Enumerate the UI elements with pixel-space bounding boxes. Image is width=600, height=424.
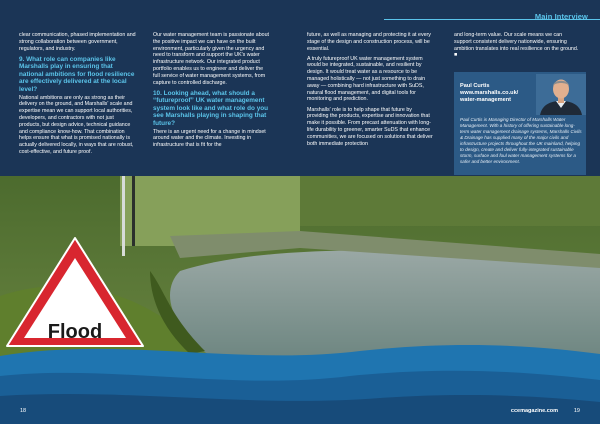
flood-road-photo [0, 176, 600, 424]
col3-paragraph-1: future, as well as managing and protecting it at every stage of the design and construction process, will be essential. [307, 32, 431, 52]
col3-paragraph-3: Marshalls' role is to help shape that future by providing the products, expertise and innovation that make it possible. From precast attenuation with long-life durability to greener, smarter SuDS that enhance communities, we are focused on solutions that deliver both immediate protection [307, 106, 433, 147]
flood-sign-text: Flood [47, 321, 103, 343]
author-profile-box [454, 72, 586, 175]
author-bio: Paul Curtis is Managing Director of Marshalls Water Management. With a history of offering sustainable long-term water management drainage systems, Marshalls Civils & Drainage has supplied many of the major civils and infrastructure projects throughout the UK mainland, helping to design, create and deliver fully-integrated sustainable storm, surface and foul water management systems for a safer and better environment. [460, 117, 582, 164]
column-4 [454, 32, 581, 62]
author-website-path: water-management [460, 97, 511, 103]
author-website-link[interactable]: www.marshalls.co.uk/ [460, 90, 519, 96]
question-10: 10. Looking ahead, what should a “futureproof” UK water management system look like and what role do you see Marshalls playing in shaping that future? [153, 89, 269, 128]
column-3 [307, 32, 434, 151]
col2-paragraph-1: Our water management team is passionate about the positive impact we can have on the built environment, particularly given the urgency and need to transform and support the UK's water infrastructure network. Our integrated product portfolio enables us to engineer and deliver the full service of water management systems, from capture to controlled discharge. [153, 32, 270, 86]
col2-paragraph-2: There is an urgent need for a change in mindset around water and the climate. Investing in infrastructure that is fit for the [153, 128, 266, 149]
page-number-left: 18 [20, 408, 27, 414]
col3-paragraph-2: A truly futureproof UK water management system would be integrated, sustainable, and resilient by design. It would treat water as a resource to be managed holistically — not just something to drain away — combining hard infrastructure with SuDS, natural flood management, and digital tools for monitoring and prediction. [307, 55, 426, 103]
col1-paragraph-1: clear communication, phased implementation and strong collaboration between government, regulators, and industry. [19, 32, 136, 52]
magazine-website[interactable]: ccemagazine.com [510, 408, 558, 414]
question-9: 9. What role can companies like Marshalls play in ensuring that national ambitions for flood resilience are effectively delivered at the local level? [19, 55, 135, 94]
section-label: Main Interview [534, 12, 588, 21]
column-2 [153, 32, 271, 152]
col4-paragraph-1: and long-term value. Our scale means we can support consistent delivery nationwide, ensuring ambition translates into real resilience on the ground. ■ [454, 32, 579, 59]
author-name: Paul Curtis [460, 83, 490, 89]
page-number-right: 19 [573, 408, 580, 414]
author-portrait [536, 74, 586, 115]
column-1 [19, 32, 137, 159]
col1-paragraph-2: National ambitions are only as strong as their delivery on the ground, and Marshalls' scale and expertise mean we can support local authorities, developers, and contractors with not just products, but design advice, technical guidance and compliance know-how. That combination helps ensure that what is promised nationally is actually delivered locally, in ways that are robust, cost-effective, and future proof. [19, 94, 134, 156]
